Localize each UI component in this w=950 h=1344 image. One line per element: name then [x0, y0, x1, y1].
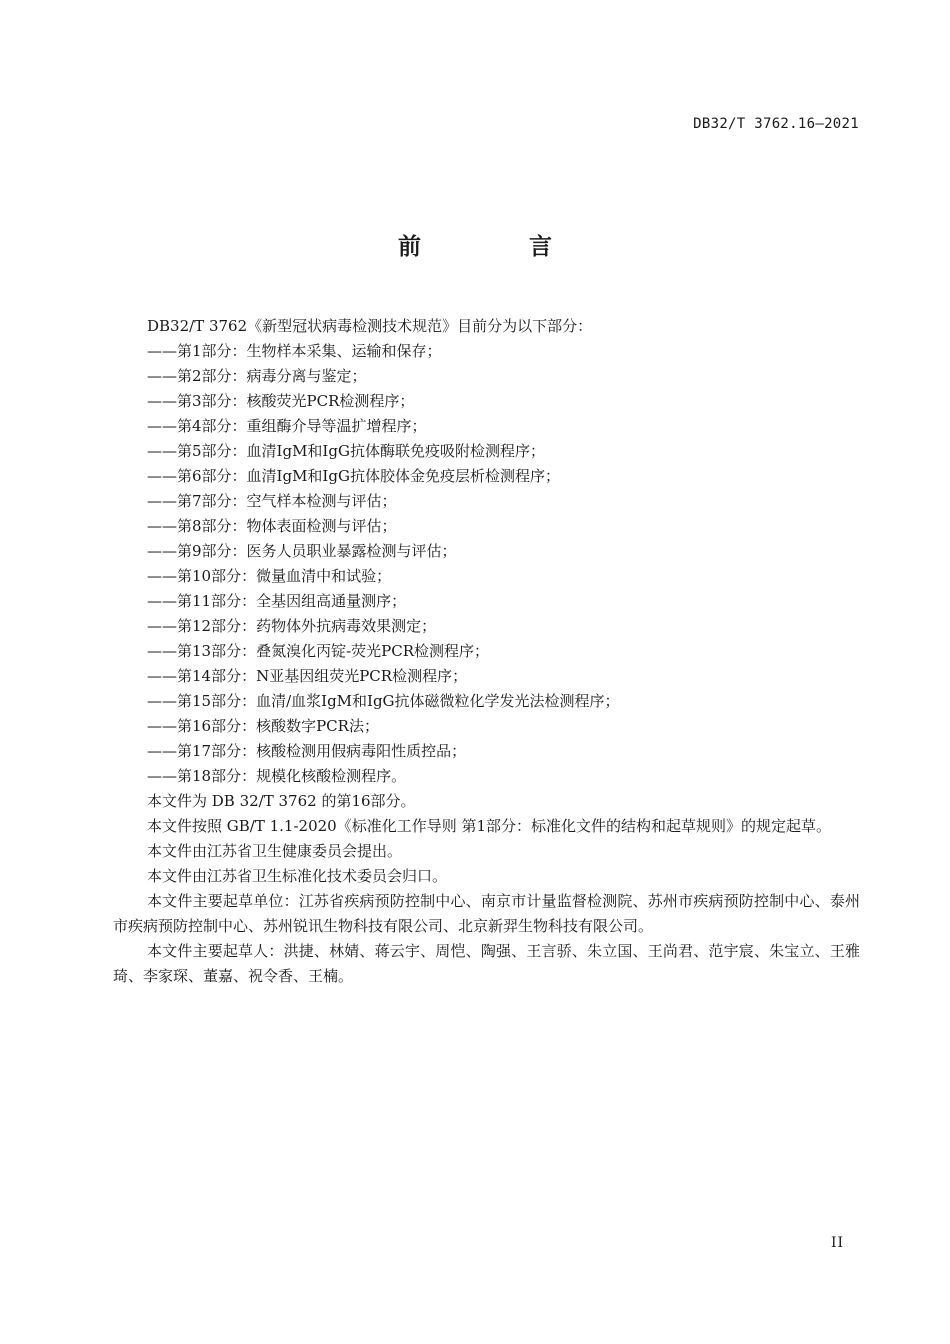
list-item: ——第17部分：核酸检测用假病毒阳性质控品； — [147, 742, 467, 760]
list-item: ——第18部分：规模化核酸检测程序。 — [147, 767, 407, 785]
list-item: ——第8部分：物体表面检测与评估； — [147, 517, 397, 535]
document-code: DB32/T 3762.16—2021 — [693, 116, 859, 132]
page-title: 前 言 — [397, 234, 602, 260]
page-number: II — [830, 1235, 844, 1251]
list-item: ——第3部分：核酸荧光PCR检测程序； — [147, 392, 415, 410]
list-item: ——第14部分：N亚基因组荧光PCR检测程序； — [147, 667, 468, 685]
managed-by-statement: 本文件由江苏省卫生标准化技术委员会归口。 — [147, 867, 448, 885]
drafted-per-statement: 本文件按照 GB/T 1.1-2020《标准化工作导则 第1部分：标准化文件的结构和起草规则》的规定起草。 — [147, 817, 832, 835]
list-item: ——第9部分：医务人员职业暴露检测与评估； — [147, 542, 457, 560]
list-item: ——第15部分：血清/血浆IgM和IgG抗体磁微粒化学发光法检测程序； — [147, 692, 620, 710]
list-item: ——第11部分：全基因组高通量测序； — [147, 592, 407, 610]
list-item: ——第4部分：重组酶介导等温扩增程序； — [147, 417, 427, 435]
proposed-by-statement: 本文件由江苏省卫生健康委员会提出。 — [147, 842, 403, 860]
list-item: ——第13部分：叠氮溴化丙锭-荧光PCR检测程序； — [147, 642, 490, 660]
part-of-statement: 本文件为 DB 32/T 3762 的第16部分。 — [147, 792, 416, 810]
drafting-units-statement: 本文件主要起草单位：江苏省疾病预防控制中心、南京市计量监督检测院、苏州市疾病预防控制中心、泰州市疾病预防控制中心、苏州锐讯生物科技有限公司、北京新羿生物科技有限公司。 — [113, 892, 860, 935]
list-item: ——第6部分：血清IgM和IgG抗体胶体金免疫层析检测程序； — [147, 467, 560, 485]
foreword-body — [113, 314, 860, 989]
list-item: ——第1部分：生物样本采集、运输和保存； — [147, 342, 442, 360]
list-item: ——第16部分：核酸数字PCR法； — [147, 717, 379, 735]
list-item: ——第5部分：血清IgM和IgG抗体酶联免疫吸附检测程序； — [147, 442, 545, 460]
list-item: ——第12部分：药物体外抗病毒效果测定； — [147, 617, 437, 635]
list-item: ——第10部分：微量血清中和试验； — [147, 567, 392, 585]
parts-list — [113, 339, 860, 789]
intro-paragraph: DB32/T 3762《新型冠状病毒检测技术规范》目前分为以下部分： — [147, 317, 593, 335]
drafters-statement: 本文件主要起草人：洪捷、林婧、蒋云宇、周恺、陶强、王言骄、朱立国、王尚君、范宇宸、朱宝立、王雅琦、李家琛、董嘉、祝令香、王楠。 — [113, 942, 860, 985]
list-item: ——第7部分：空气样本检测与评估； — [147, 492, 397, 510]
list-item: ——第2部分：病毒分离与鉴定； — [147, 367, 367, 385]
